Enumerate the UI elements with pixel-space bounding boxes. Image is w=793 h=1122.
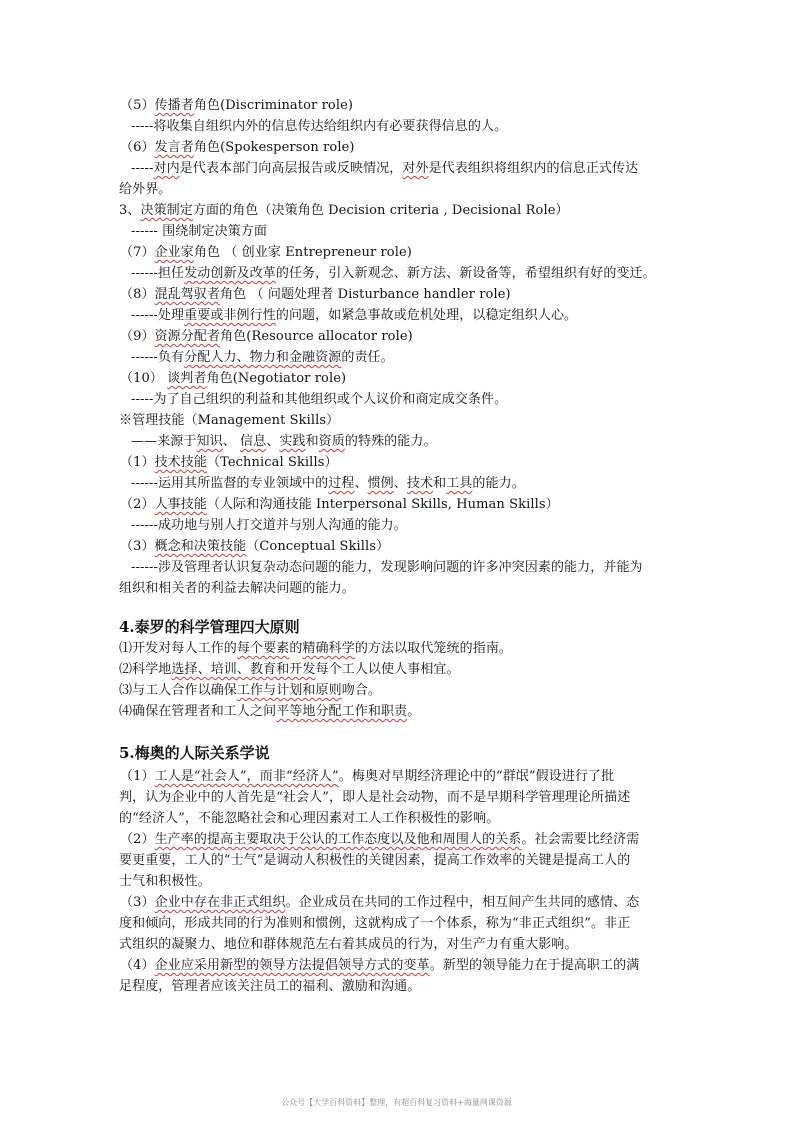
marked-term: 重要或非例行性	[184, 308, 276, 323]
marked-term: 企业家	[154, 245, 194, 260]
marked-term: 生产率的提高主要取决于公认的工作态度以及他和周围人的关系	[154, 832, 522, 847]
marked-term: 选择、培训、教育和开发	[171, 662, 316, 677]
text-run: 方面的角色（决策角色 Decision criteria , Decisional Role）	[192, 203, 569, 218]
text-line	[120, 830, 639, 850]
text-run: 度和倾向，形成共同的行为准则和惯例，这就构成了一个体系，称为“非正式组织”。非正	[119, 916, 631, 931]
marked-term: 传播者	[154, 98, 194, 113]
marked-term: 谈判者	[167, 371, 207, 386]
text-run: （1）	[120, 455, 155, 470]
text-line	[120, 138, 355, 158]
text-run: ------ 围绕制定决策方面	[131, 224, 267, 239]
text-line	[131, 264, 656, 284]
text-run: 的“经济人”，不能忽略社会和心理因素对工人工作积极性的影响。	[119, 811, 500, 826]
text-run: ------运用其所监督的专业领域中的	[131, 476, 329, 491]
text-run: 。企业成员在共同的工作过程中，相互间产生共同的感情、态	[285, 895, 640, 910]
text-line	[120, 285, 511, 305]
text-line	[119, 201, 569, 221]
text-line	[119, 872, 211, 892]
text-run: 组织和相关者的利益去解决问题的能力。	[119, 581, 355, 596]
text-line	[119, 788, 630, 808]
text-run: （9）	[120, 329, 155, 344]
text-run: 和	[433, 476, 447, 491]
text-run: （10）	[120, 371, 168, 386]
text-line	[120, 767, 614, 787]
marked-term: 技术技能	[154, 455, 207, 470]
text-run: 的问题，如紧急事故或危机处理，以稳定组织人心。	[275, 308, 578, 323]
text-run: 的能力。	[472, 476, 525, 491]
text-run: （5）	[120, 98, 155, 113]
text-line	[131, 306, 577, 326]
text-line	[131, 159, 638, 179]
text-run: （4）	[120, 958, 155, 973]
text-line	[119, 180, 171, 200]
marked-term: 工具	[446, 476, 473, 491]
text-line	[131, 558, 643, 578]
text-run: （8）	[120, 287, 155, 302]
text-line	[119, 681, 381, 701]
marked-term: 企业应采用新型的领导方法提倡领导方式的变革	[154, 958, 430, 973]
text-run: 角色 （ 问题处理者 Disturbance handler role)	[220, 287, 511, 302]
text-run: 、	[393, 476, 407, 491]
text-run: （2）	[120, 832, 155, 847]
marked-term: 惯例	[367, 476, 394, 491]
text-run: 的	[289, 641, 303, 656]
heading-mayo: 5.梅奥的人际关系学说	[119, 744, 270, 762]
marked-term: 人事技能	[154, 497, 207, 512]
text-line	[120, 453, 338, 473]
text-run: 。新型的领导能力在于提高职工的满	[429, 958, 640, 973]
text-run: ⑶与工人合作以确保	[119, 683, 237, 698]
marked-term: 混乱驾驭者	[154, 287, 221, 302]
text-run: （3）	[120, 895, 155, 910]
text-run: 3、	[119, 203, 141, 218]
text-line	[119, 851, 630, 871]
text-run: -----将收集自组织内外的信息传达给组织内有必要获得信息的人。	[131, 119, 508, 134]
marked-term: 对内	[153, 161, 180, 176]
text-run: ------成功地与别人打交道并与别人沟通的能力。	[131, 518, 407, 533]
text-run: 士气和积极性。	[119, 874, 211, 889]
text-run: 角色(Negotiator role)	[206, 371, 347, 386]
text-run: 角色(Resource allocator role)	[220, 329, 413, 344]
text-line	[119, 639, 512, 659]
text-run: 、	[222, 434, 241, 449]
marked-term: 技术	[406, 476, 434, 491]
text-run: （Conceptual Skills）	[246, 539, 390, 554]
marked-term: 过程	[328, 476, 355, 491]
text-run: （1）	[120, 769, 155, 784]
text-run: 的任务，引入新观念、新方法、新设备等，希望组织有好的变迁。	[275, 266, 656, 281]
text-line	[120, 893, 639, 913]
text-run: （7）	[120, 245, 155, 260]
text-run: 每个工人以使人事相宜。	[315, 662, 460, 677]
text-run: 式组织的凝聚力、地位和群体规范左右着其成员的行为，对生产力有重大影响。	[119, 937, 578, 952]
marked-term: 对外	[402, 161, 429, 176]
marked-term: 资质	[318, 434, 345, 449]
text-line	[120, 956, 639, 976]
text-line	[131, 348, 394, 368]
marked-term: 决策制定	[140, 203, 193, 218]
text-run: -----	[131, 161, 154, 176]
text-run: 是代表本部门向高层报告或反映情况，	[179, 161, 403, 176]
marked-term: 企业中存在非正式组织	[154, 895, 286, 910]
text-run: ------担任	[131, 266, 185, 281]
text-line	[131, 390, 507, 410]
text-line	[120, 537, 389, 557]
text-run: 、	[354, 476, 368, 491]
text-run: 要更重要，工人的“士气”是调动人积极性的关键因素，提高工作效率的关键是提高工人的	[119, 853, 631, 868]
text-run: ⑷确保在管理者和工人之间	[119, 704, 277, 719]
marked-term: 平等地分配工作和职责	[276, 704, 408, 719]
text-run: 的责任。	[341, 350, 394, 365]
text-run: 。梅奥对早期经济理论中的“群氓”假设进行了批	[338, 769, 615, 784]
text-run: 给外界。	[119, 182, 172, 197]
marked-term: 资源分配者	[154, 329, 221, 344]
text-line	[120, 96, 353, 116]
marked-term: 信息	[240, 434, 267, 449]
text-run: 是代表组织将组织内的信息正式传达	[428, 161, 639, 176]
marked-term: 工人是“社会人”，而非“经济人”	[154, 769, 339, 784]
text-line	[131, 516, 407, 536]
text-run: 、	[266, 434, 280, 449]
marked-term: 知识	[196, 434, 223, 449]
text-line	[119, 809, 499, 829]
text-line	[119, 411, 339, 431]
text-line	[131, 117, 507, 137]
text-run: （2）	[120, 497, 155, 512]
text-run: 角色(Spokesperson role)	[193, 140, 355, 155]
text-run: （6）	[120, 140, 155, 155]
text-run: （3）	[120, 539, 155, 554]
text-run: 角色 （ 创业家 Entrepreneur role)	[193, 245, 412, 260]
text-run: ※管理技能（Management Skills）	[119, 413, 340, 428]
text-run: （Technical Skills）	[206, 455, 338, 470]
text-line	[131, 222, 267, 242]
text-line	[119, 935, 578, 955]
text-run: 吻合。	[341, 683, 382, 698]
text-line	[119, 914, 630, 934]
text-run: 角色(Discriminator role)	[193, 98, 354, 113]
marked-term: 工作与计划和原则	[236, 683, 342, 698]
text-line	[120, 369, 346, 389]
text-line	[131, 474, 525, 494]
footer-note: 公众号【大学百科资料】整理，有超百科复习资料+海量网课资源	[281, 1098, 512, 1107]
text-line	[120, 327, 413, 347]
text-run: ⑵科学地	[119, 662, 172, 677]
marked-term: 概念和决策技能	[154, 539, 247, 554]
text-run: ------处理	[131, 308, 185, 323]
heading-taylor: 4.泰罗的科学管理四大原则	[119, 618, 300, 636]
text-run: 的特殊的能力。	[344, 434, 437, 449]
marked-term: 实践	[279, 434, 306, 449]
text-line	[119, 660, 460, 680]
marked-term: 发言者	[154, 140, 194, 155]
marked-term: 发动创新及改革	[184, 266, 276, 281]
text-line	[119, 702, 420, 722]
marked-term: 分配人力、物力和金融资源	[184, 350, 342, 365]
text-run: 判，认为企业中的人首先是“社会人”，即人是社会动物，而不是早期科学管理理论所描述	[119, 790, 631, 805]
text-line	[119, 977, 420, 997]
text-run: ------负有	[131, 350, 185, 365]
marked-term: 每个要素	[236, 641, 290, 656]
text-run: ⑴开发对每人工作的	[119, 641, 237, 656]
text-run: 足程度，管理者应该关注员工的福利、激励和沟通。	[119, 979, 421, 994]
text-line	[131, 432, 437, 452]
text-run: （人际和沟通技能 Interpersonal Skills, Human Skills）	[206, 497, 559, 512]
marked-term: 精确科学	[302, 641, 355, 656]
text-run: 和	[305, 434, 319, 449]
text-run: -----为了自己组织的利益和其他组织或个人议价和商定成交条件。	[131, 392, 508, 407]
text-run: 。	[407, 704, 421, 719]
text-line	[120, 495, 559, 515]
text-run: 的方法以取代笼统的指南。	[354, 641, 513, 656]
text-line	[119, 579, 355, 599]
text-line	[120, 243, 412, 263]
text-run: 。社会需要比经济需	[521, 832, 640, 847]
text-run: ——来源于	[131, 434, 197, 449]
text-run: ------涉及管理者认识复杂动态问题的能力，发现影响问题的许多冲突因素的能力，并能为	[131, 560, 643, 575]
